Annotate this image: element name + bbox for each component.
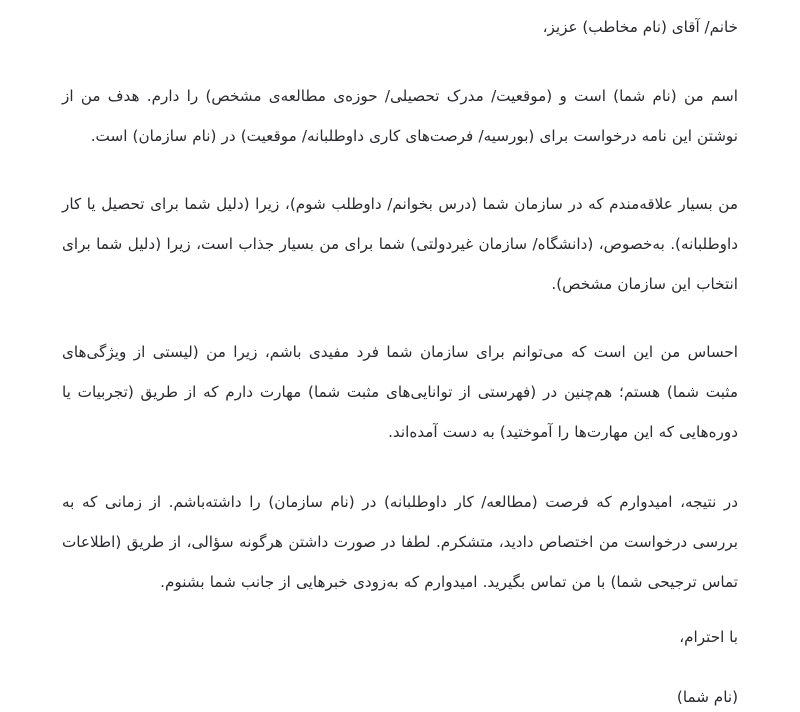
letter-paragraph-closing: در نتیجه، امیدوارم که فرصت (مطالعه/ کار داوطلبانه) در (نام سازمان) را داشته‌باشم. از زمانی که به بررسی درخواست من اختصاص دادید، متشکرم. لطفا در صورت داشتن هرگونه سؤالی، از طریق (اطلاعات تماس ترجیحی شما) با من تماس بگیرید. امیدوارم که به‌زودی خبرهایی از جانب شما بشنوم. bbox=[62, 493, 738, 591]
letter-paragraph-introduction: اسم من (نام شما) است و (موقعیت/ مدرک تحصیلی/ حوزه‌ی مطالعه‌ی مشخص) را دارم. هدف من از نوشتن این نامه درخواست برای (بورسیه/ فرصت‌های کاری داوطلبانه/ موقعیت) در (نام سازمان) است. bbox=[62, 87, 738, 145]
letter-signature: (نام شما) bbox=[676, 688, 738, 706]
letter-signoff: با احترام، bbox=[679, 628, 738, 646]
letter-salutation: خانم/ آقای (نام مخاطب) عزیز، bbox=[542, 18, 738, 36]
letter-paragraph-motivation: من بسیار علاقه‌مندم که در سازمان شما (درس بخوانم/ داوطلب شوم)، زیرا (دلیل شما برای تحصیل یا کار داوطلبانه). به‌خصوص، (دانشگاه/ سازمان غیردولتی) شما برای من بسیار جذاب است، زیرا (دلیل شما برای انتخاب این سازمان مشخص). bbox=[62, 195, 738, 293]
letter-paragraph-qualifications: احساس من این است که می‌توانم برای سازمان شما فرد مفیدی باشم، زیرا من (لیستی از ویژگی‌های مثبت شما) هستم؛ هم‌چنین در (فهرستی از توانایی‌های مثبت شما) مهارت دارم که از طریق (تجربیات یا دوره‌هایی که این مهارت‌ها را آموختید) به دست آمده‌اند. bbox=[62, 343, 738, 441]
